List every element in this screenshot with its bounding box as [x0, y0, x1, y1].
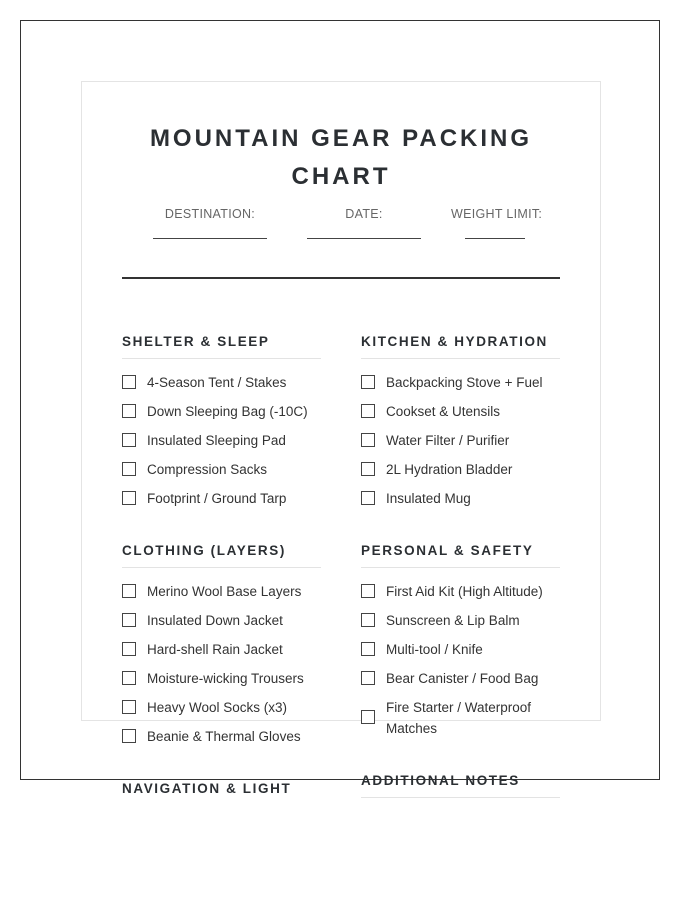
list-item[interactable]: [122, 700, 321, 729]
item-label: 2L Hydration Bladder: [386, 462, 513, 477]
list-item[interactable]: [361, 613, 560, 642]
item-label: Insulated Mug: [386, 491, 471, 506]
section-personal-safety: [361, 543, 560, 739]
checkbox[interactable]: [122, 729, 136, 743]
date-field[interactable]: [307, 206, 421, 239]
section-title: NAVIGATION & LIGHT: [122, 781, 292, 796]
item-label: Compression Sacks: [147, 462, 268, 477]
checkbox[interactable]: [122, 700, 136, 714]
list-item[interactable]: [361, 433, 560, 462]
list-item[interactable]: [122, 671, 321, 700]
section-title: KITCHEN & HYDRATION: [361, 334, 560, 359]
section-clothing-layers: [122, 543, 321, 758]
checkbox[interactable]: [122, 433, 136, 447]
checkbox[interactable]: [361, 433, 375, 447]
item-label: First Aid Kit (High Altitude): [386, 584, 543, 599]
list-item[interactable]: [122, 584, 321, 613]
checklist: [361, 375, 560, 520]
list-item[interactable]: [361, 462, 560, 491]
item-label: 4-Season Tent / Stakes: [147, 375, 287, 390]
item-label: Moisture-wicking Trousers: [147, 671, 304, 686]
item-label: Water Filter / Purifier: [386, 433, 510, 448]
list-item[interactable]: [122, 613, 321, 642]
checkbox[interactable]: [361, 613, 375, 627]
item-label: Footprint / Ground Tarp: [147, 491, 287, 506]
destination-line[interactable]: [153, 238, 267, 239]
weight-limit-label: WEIGHT LIMIT:: [451, 207, 543, 221]
section-shelter-sleep: [122, 334, 321, 520]
item-label: Beanie & Thermal Gloves: [147, 729, 301, 744]
weight-limit-field[interactable]: [451, 206, 543, 239]
list-item[interactable]: [361, 375, 560, 404]
destination-field[interactable]: [153, 206, 267, 239]
item-label: Merino Wool Base Layers: [147, 584, 302, 599]
date-label: DATE:: [345, 207, 383, 221]
list-item[interactable]: [361, 642, 560, 671]
list-item[interactable]: [122, 491, 321, 520]
list-item[interactable]: [361, 404, 560, 433]
checkbox[interactable]: [361, 642, 375, 656]
section-title: SHELTER & SLEEP: [122, 334, 321, 359]
item-label: Fire Starter / Waterproof Matches: [386, 700, 532, 736]
item-label: Sunscreen & Lip Balm: [386, 613, 520, 628]
destination-label: DESTINATION:: [164, 207, 256, 221]
section-title: ADDITIONAL NOTES: [361, 773, 560, 798]
checkbox[interactable]: [122, 491, 136, 505]
list-item[interactable]: [361, 700, 560, 739]
checkbox[interactable]: [122, 584, 136, 598]
sheet-header: [122, 120, 560, 272]
list-item[interactable]: [122, 642, 321, 671]
item-label: Down Sleeping Bag (-10C): [147, 404, 308, 419]
section-title: CLOTHING (LAYERS): [122, 543, 321, 568]
list-item[interactable]: [361, 671, 560, 700]
checkbox[interactable]: [122, 613, 136, 627]
list-item[interactable]: [122, 462, 321, 491]
trip-fields: [122, 206, 560, 272]
checkbox[interactable]: [361, 375, 375, 389]
item-label: Heavy Wool Socks (x3): [147, 700, 288, 715]
item-label: Insulated Sleeping Pad: [147, 433, 286, 448]
checklist: [122, 584, 321, 758]
checkbox[interactable]: [361, 671, 375, 685]
list-item[interactable]: [122, 404, 321, 433]
list-item[interactable]: [122, 729, 321, 758]
checkbox[interactable]: [361, 584, 375, 598]
page-title: MOUNTAIN GEAR PACKING CHART: [149, 125, 533, 190]
checklist: [122, 375, 321, 520]
checkbox[interactable]: [361, 404, 375, 418]
checkbox[interactable]: [122, 404, 136, 418]
checkbox[interactable]: [122, 375, 136, 389]
section-navigation-light: [122, 781, 321, 805]
item-label: Hard-shell Rain Jacket: [147, 642, 283, 657]
item-label: Backpacking Stove + Fuel: [386, 375, 543, 390]
item-label: Insulated Down Jacket: [147, 613, 283, 628]
item-label: Multi-tool / Knife: [386, 642, 483, 657]
checkbox[interactable]: [361, 462, 375, 476]
section-additional-notes: [361, 773, 560, 798]
list-item[interactable]: [361, 491, 560, 520]
section-title: PERSONAL & SAFETY: [361, 543, 560, 568]
checklist: [361, 584, 560, 739]
checkbox[interactable]: [361, 710, 375, 724]
list-item[interactable]: [361, 584, 560, 613]
section-kitchen-hydration: [361, 334, 560, 520]
checkbox[interactable]: [361, 491, 375, 505]
header-divider: [122, 277, 560, 279]
item-label: Bear Canister / Food Bag: [386, 671, 539, 686]
date-line[interactable]: [307, 238, 421, 239]
checkbox[interactable]: [122, 642, 136, 656]
weight-limit-line[interactable]: [465, 238, 525, 239]
list-item[interactable]: [122, 433, 321, 462]
checkbox[interactable]: [122, 462, 136, 476]
checkbox[interactable]: [122, 671, 136, 685]
list-item[interactable]: [122, 375, 321, 404]
item-label: Cookset & Utensils: [386, 404, 501, 419]
